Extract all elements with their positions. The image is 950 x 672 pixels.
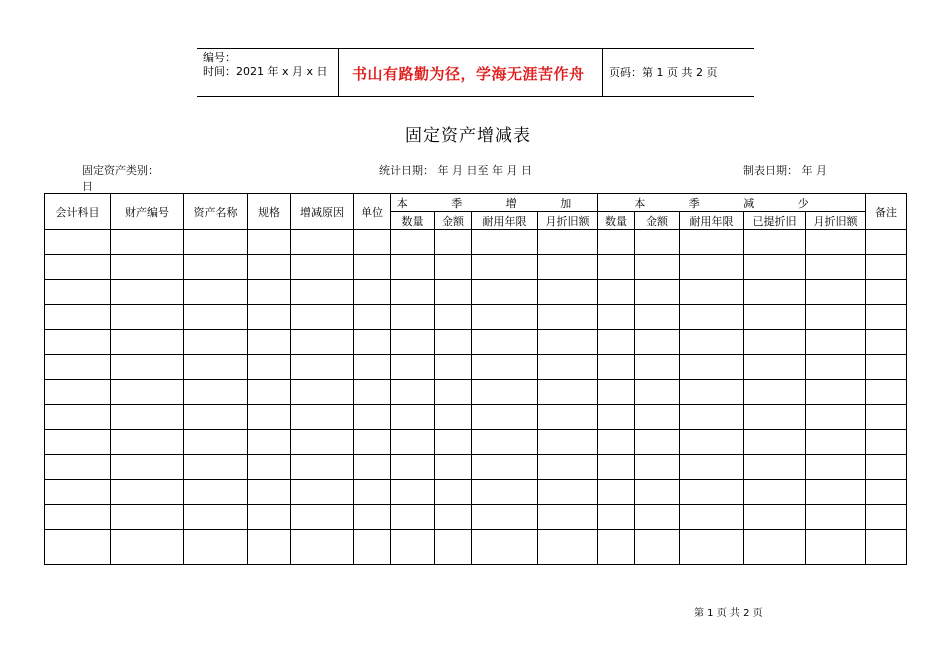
stat-date: 统计日期： 年 月 日至 年 月 日 — [379, 164, 532, 177]
col-dec-accum-dep: 已提折旧 — [744, 212, 806, 230]
table-cell — [635, 305, 680, 330]
table-cell — [111, 530, 184, 565]
table-cell — [538, 255, 598, 280]
table-row — [45, 405, 907, 430]
col-dec-amount: 金额 — [635, 212, 680, 230]
table-row — [45, 255, 907, 280]
table-cell — [635, 255, 680, 280]
table-cell — [680, 405, 744, 430]
col-reason: 增减原因 — [291, 194, 354, 230]
table-cell — [538, 330, 598, 355]
table-cell — [248, 405, 291, 430]
table-cell — [45, 455, 111, 480]
table-row — [45, 280, 907, 305]
table-cell — [435, 455, 472, 480]
table-cell — [866, 530, 907, 565]
table-cell — [354, 430, 391, 455]
col-remark: 备注 — [866, 194, 907, 230]
table-cell — [744, 305, 806, 330]
table-cell — [435, 230, 472, 255]
col-account: 会计科目 — [45, 194, 111, 230]
table-cell — [248, 530, 291, 565]
table-row — [45, 305, 907, 330]
table-cell — [744, 355, 806, 380]
table-cell — [354, 505, 391, 530]
col-group-decrease: 本 季 减 少 — [598, 194, 866, 212]
table-cell — [354, 280, 391, 305]
header-divider-left — [338, 48, 339, 97]
table-cell — [680, 455, 744, 480]
table-cell — [472, 405, 538, 430]
table-body — [45, 230, 907, 565]
table-cell — [806, 330, 866, 355]
table-cell — [184, 480, 248, 505]
table-cell — [866, 355, 907, 380]
col-inc-qty: 数量 — [391, 212, 435, 230]
table-cell — [598, 505, 635, 530]
table-cell — [45, 405, 111, 430]
col-inc-monthly-dep: 月折旧额 — [538, 212, 598, 230]
table-cell — [248, 230, 291, 255]
table-row — [45, 330, 907, 355]
table-cell — [680, 255, 744, 280]
table-cell — [744, 405, 806, 430]
table-cell — [391, 430, 435, 455]
table-cell — [598, 355, 635, 380]
table-cell — [354, 305, 391, 330]
table-cell — [744, 505, 806, 530]
table-cell — [806, 480, 866, 505]
table-cell — [866, 505, 907, 530]
table-cell — [598, 530, 635, 565]
col-asset-no: 财产编号 — [111, 194, 184, 230]
table-cell — [680, 230, 744, 255]
table-cell — [391, 330, 435, 355]
table-cell — [538, 455, 598, 480]
table-cell — [472, 455, 538, 480]
table-cell — [744, 230, 806, 255]
table-cell — [291, 430, 354, 455]
table-cell — [806, 530, 866, 565]
table-cell — [111, 355, 184, 380]
table-cell — [598, 305, 635, 330]
made-date-day: 日 — [82, 180, 93, 193]
table-row — [45, 480, 907, 505]
table-cell — [680, 280, 744, 305]
table-cell — [472, 330, 538, 355]
table-row — [45, 230, 907, 255]
table-cell — [680, 355, 744, 380]
header-top-rule — [197, 48, 754, 49]
table-cell — [184, 530, 248, 565]
col-dec-monthly-dep: 月折旧额 — [806, 212, 866, 230]
table-cell — [598, 430, 635, 455]
table-cell — [635, 355, 680, 380]
table-cell — [111, 455, 184, 480]
table-cell — [538, 530, 598, 565]
table-cell — [744, 380, 806, 405]
table-cell — [45, 280, 111, 305]
table-cell — [291, 455, 354, 480]
table-cell — [744, 280, 806, 305]
table-cell — [472, 505, 538, 530]
table-cell — [598, 455, 635, 480]
table-cell — [538, 280, 598, 305]
table-cell — [598, 330, 635, 355]
table-cell — [472, 380, 538, 405]
table-cell — [744, 480, 806, 505]
table-cell — [391, 280, 435, 305]
table-cell — [866, 330, 907, 355]
table-cell — [806, 230, 866, 255]
table-cell — [45, 380, 111, 405]
table-cell — [806, 505, 866, 530]
table-cell — [806, 255, 866, 280]
table-cell — [680, 480, 744, 505]
table-cell — [680, 305, 744, 330]
table-cell — [45, 430, 111, 455]
table-cell — [435, 530, 472, 565]
table-cell — [391, 305, 435, 330]
table-cell — [635, 480, 680, 505]
page-code: 页码：第 1 页 共 2 页 — [609, 66, 718, 79]
made-date: 制表日期： 年 月 — [743, 164, 827, 177]
table-cell — [435, 330, 472, 355]
table-cell — [111, 480, 184, 505]
table-cell — [45, 230, 111, 255]
time-label: 时间：2021 年 x 月 x 日 — [203, 65, 328, 78]
table-cell — [291, 255, 354, 280]
table-cell — [354, 380, 391, 405]
col-asset-name: 资产名称 — [184, 194, 248, 230]
table-cell — [806, 455, 866, 480]
table-cell — [435, 280, 472, 305]
col-dec-life: 耐用年限 — [680, 212, 744, 230]
table-cell — [291, 330, 354, 355]
table-cell — [435, 430, 472, 455]
table-cell — [635, 530, 680, 565]
table-cell — [435, 505, 472, 530]
table-cell — [435, 480, 472, 505]
table-cell — [598, 405, 635, 430]
table-cell — [680, 430, 744, 455]
table-cell — [184, 330, 248, 355]
table-cell — [472, 280, 538, 305]
table-cell — [111, 305, 184, 330]
table-cell — [354, 480, 391, 505]
table-cell — [472, 530, 538, 565]
motto-text: 书山有路勤为径，学海无涯苦作舟 — [352, 65, 585, 83]
table-cell — [635, 455, 680, 480]
col-group-increase: 本 季 增 加 — [391, 194, 598, 212]
table-cell — [435, 405, 472, 430]
table-cell — [391, 480, 435, 505]
table-cell — [354, 330, 391, 355]
header-bottom-rule — [197, 96, 754, 97]
table-cell — [184, 255, 248, 280]
table-cell — [635, 505, 680, 530]
table-cell — [472, 430, 538, 455]
page-title: 固定资产增减表 — [405, 126, 531, 146]
table-cell — [291, 530, 354, 565]
table-cell — [598, 230, 635, 255]
table-cell — [598, 380, 635, 405]
table-cell — [538, 430, 598, 455]
table-cell — [635, 380, 680, 405]
table-cell — [744, 455, 806, 480]
table-cell — [744, 430, 806, 455]
table-cell — [354, 455, 391, 480]
table-cell — [184, 430, 248, 455]
table-cell — [111, 255, 184, 280]
table-row — [45, 505, 907, 530]
table-cell — [111, 230, 184, 255]
table-cell — [184, 355, 248, 380]
table-cell — [111, 405, 184, 430]
table-cell — [184, 230, 248, 255]
table-cell — [635, 405, 680, 430]
table-cell — [538, 380, 598, 405]
table-row — [45, 355, 907, 380]
table-cell — [248, 280, 291, 305]
table-cell — [806, 380, 866, 405]
col-inc-life: 耐用年限 — [472, 212, 538, 230]
table-cell — [435, 380, 472, 405]
table-cell — [291, 305, 354, 330]
asset-change-table — [44, 193, 907, 565]
table-cell — [354, 530, 391, 565]
table-cell — [538, 405, 598, 430]
col-inc-amount: 金额 — [435, 212, 472, 230]
table-cell — [435, 305, 472, 330]
header-divider-right — [602, 48, 603, 97]
table-cell — [291, 280, 354, 305]
table-cell — [472, 480, 538, 505]
table-cell — [184, 380, 248, 405]
table-cell — [598, 280, 635, 305]
table-cell — [744, 330, 806, 355]
table-cell — [866, 430, 907, 455]
table-cell — [391, 455, 435, 480]
table-cell — [806, 405, 866, 430]
footer-page: 第 1 页 共 2 页 — [694, 608, 763, 619]
table-cell — [45, 530, 111, 565]
table-cell — [680, 505, 744, 530]
table-cell — [354, 255, 391, 280]
table-cell — [391, 355, 435, 380]
table-cell — [248, 255, 291, 280]
table-cell — [391, 380, 435, 405]
table-cell — [806, 355, 866, 380]
table-cell — [291, 480, 354, 505]
table-row — [45, 455, 907, 480]
table-cell — [248, 355, 291, 380]
table-row — [45, 530, 907, 565]
table-cell — [744, 530, 806, 565]
col-dec-qty: 数量 — [598, 212, 635, 230]
table-cell — [184, 280, 248, 305]
table-cell — [248, 480, 291, 505]
table-cell — [538, 505, 598, 530]
table-cell — [538, 230, 598, 255]
table-cell — [291, 380, 354, 405]
table-cell — [354, 405, 391, 430]
table-cell — [680, 380, 744, 405]
table-cell — [435, 355, 472, 380]
code-label: 编号： — [203, 51, 236, 64]
table-cell — [744, 255, 806, 280]
table-cell — [391, 530, 435, 565]
table-cell — [248, 505, 291, 530]
table-cell — [391, 230, 435, 255]
table-cell — [248, 330, 291, 355]
table-cell — [248, 380, 291, 405]
table-cell — [111, 330, 184, 355]
table-cell — [538, 480, 598, 505]
table-cell — [291, 355, 354, 380]
table-row — [45, 430, 907, 455]
table-cell — [635, 330, 680, 355]
table-cell — [866, 480, 907, 505]
table-cell — [248, 305, 291, 330]
table-cell — [680, 530, 744, 565]
table-cell — [184, 455, 248, 480]
table-cell — [354, 230, 391, 255]
table-cell — [291, 505, 354, 530]
table-cell — [866, 230, 907, 255]
table-row — [45, 380, 907, 405]
table-cell — [184, 505, 248, 530]
table-cell — [472, 230, 538, 255]
table-cell — [45, 480, 111, 505]
table-cell — [635, 430, 680, 455]
table-cell — [391, 505, 435, 530]
table-cell — [866, 405, 907, 430]
table-cell — [866, 305, 907, 330]
table-cell — [472, 355, 538, 380]
table-cell — [111, 505, 184, 530]
table-cell — [598, 255, 635, 280]
col-spec: 规格 — [248, 194, 291, 230]
table-cell — [45, 505, 111, 530]
category-label: 固定资产类别： — [82, 164, 159, 177]
table-cell — [806, 305, 866, 330]
table-cell — [635, 280, 680, 305]
table-cell — [111, 430, 184, 455]
table-cell — [538, 305, 598, 330]
table-cell — [806, 430, 866, 455]
table-cell — [866, 255, 907, 280]
table-cell — [354, 355, 391, 380]
table-cell — [435, 255, 472, 280]
table-cell — [472, 305, 538, 330]
table-cell — [866, 455, 907, 480]
table-cell — [472, 255, 538, 280]
table-cell — [866, 280, 907, 305]
table-cell — [184, 405, 248, 430]
table-cell — [111, 280, 184, 305]
table-cell — [45, 330, 111, 355]
table-cell — [45, 355, 111, 380]
table-cell — [866, 380, 907, 405]
table-cell — [291, 405, 354, 430]
table-cell — [184, 305, 248, 330]
table-cell — [680, 330, 744, 355]
table-cell — [291, 230, 354, 255]
table-cell — [111, 380, 184, 405]
col-unit: 单位 — [354, 194, 391, 230]
table-cell — [635, 230, 680, 255]
table-cell — [391, 255, 435, 280]
table-cell — [391, 405, 435, 430]
table-cell — [248, 430, 291, 455]
table-cell — [45, 305, 111, 330]
table-cell — [538, 355, 598, 380]
table-cell — [45, 255, 111, 280]
table-cell — [598, 480, 635, 505]
table-cell — [248, 455, 291, 480]
table-cell — [806, 280, 866, 305]
